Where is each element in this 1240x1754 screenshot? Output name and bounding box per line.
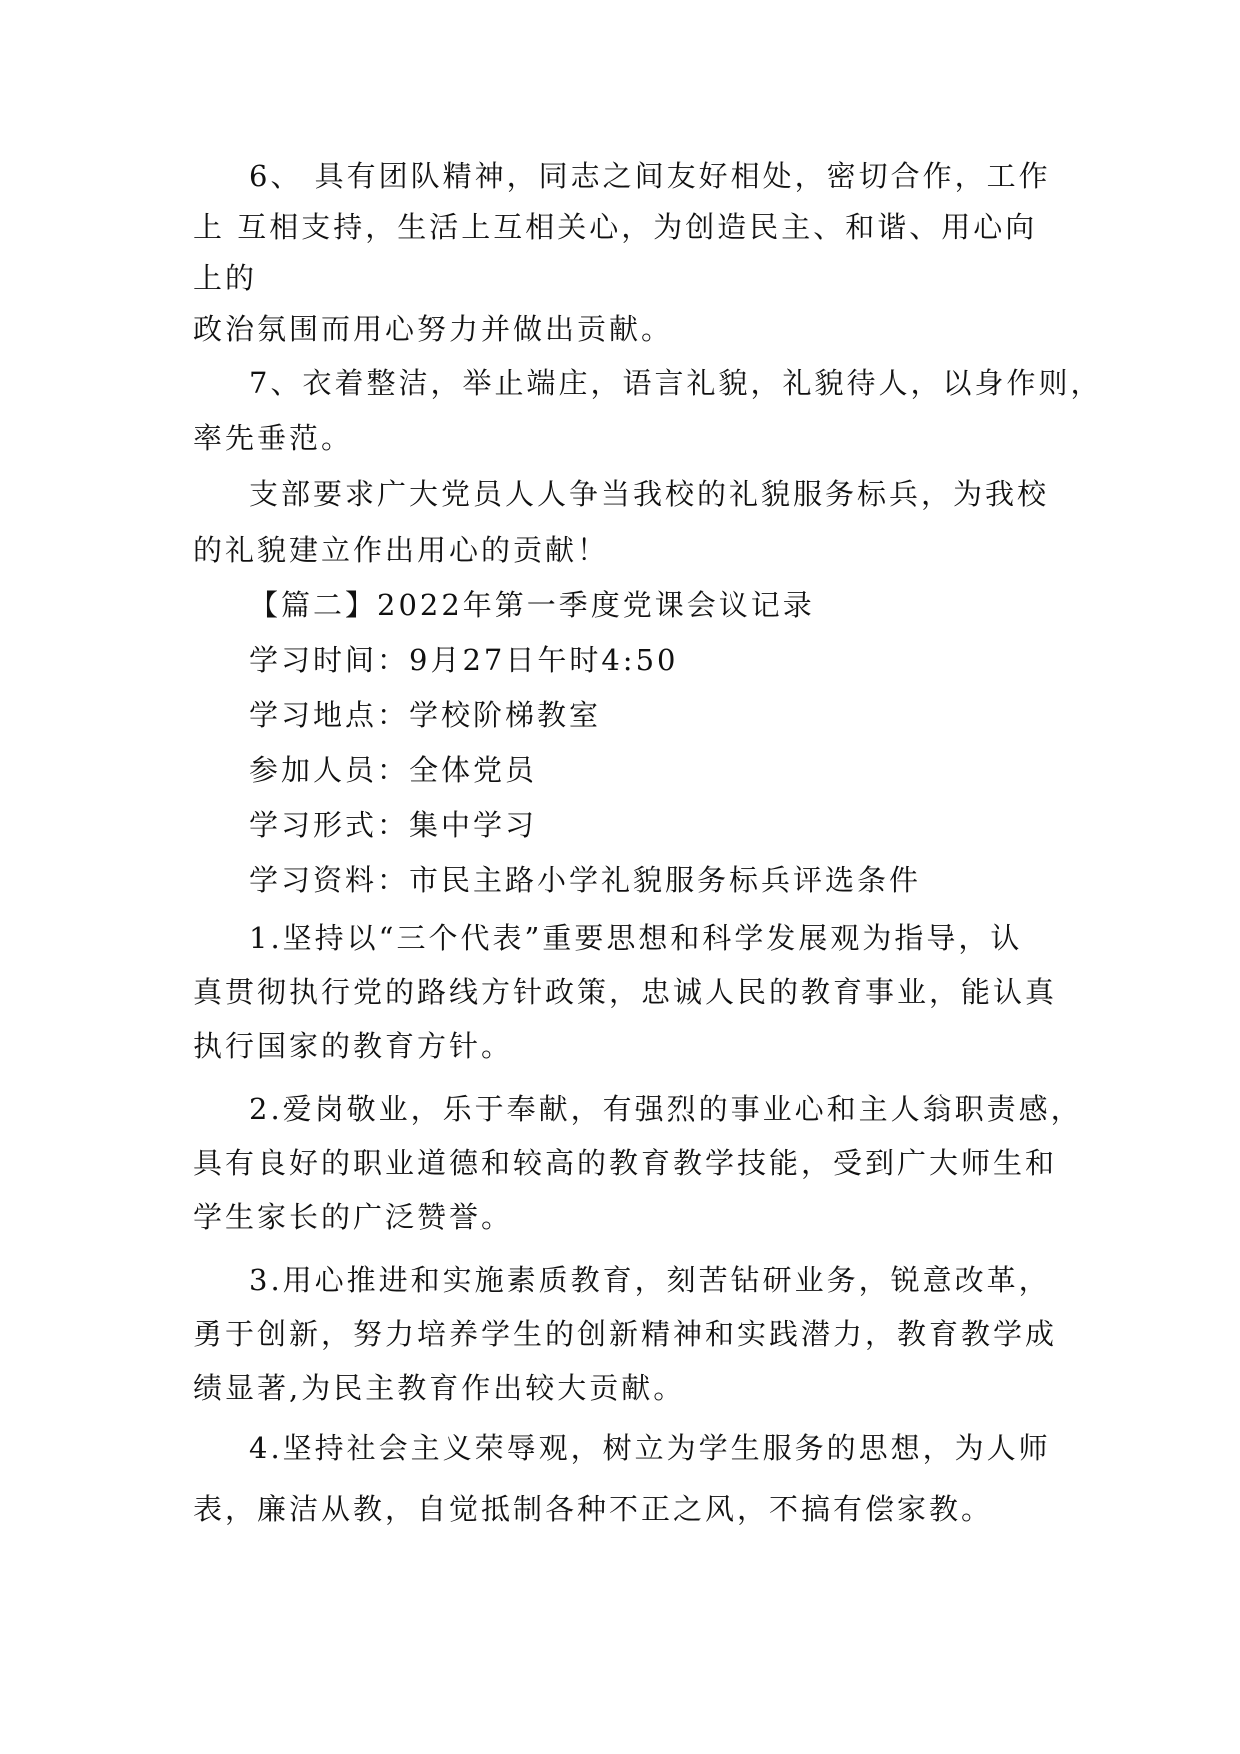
section-title: 【篇二】2022年第一季度党课会议记录 [249,588,815,622]
criterion-1-line1: 1.坚持以“三个代表”重要思想和科学发展观为指导，认 [249,921,1023,955]
closing-line2: 的礼貌建立作出用心的贡献！ [193,533,610,567]
criterion-4-line2: 表，廉洁从教，自觉抵制各种不正之风，不搞有偿家教。 [193,1492,994,1526]
meta-place: 学习地点：学校阶梯教室 [249,698,602,732]
closing-line1: 支部要求广大党员人人争当我校的礼貌服务标兵，为我校 [249,477,1050,511]
criterion-1-line2: 真贯彻执行党的路线方针政策，忠诚人民的教育事业，能认真 [193,975,1058,1009]
item6-line3: 上的 [193,261,258,295]
item7-line2: 率先垂范。 [193,421,354,455]
criterion-2-line2: 具有良好的职业道德和较高的教育教学技能，受到广大师生和 [193,1146,1058,1180]
meta-time: 学习时间：9月27日午时4:50 [249,643,679,677]
meta-attendees: 参加人员：全体党员 [249,753,538,787]
criterion-1-line3: 执行国家的教育方针。 [193,1029,514,1063]
item6-line2: 上 互相支持，生活上互相关心，为创造民主、和谐、用心向 [193,210,1038,244]
criterion-4-line1: 4.坚持社会主义荣辱观，树立为学生服务的思想，为人师 [249,1431,1051,1465]
criterion-3-line3: 绩显著,为民主教育作出较大贡献。 [193,1371,686,1405]
criterion-2-line3: 学生家长的广泛赞誉。 [193,1200,514,1234]
item6-line4: 政治氛围而用心努力并做出贡献。 [193,312,674,346]
criterion-3-line1: 3.用心推进和实施素质教育，刻苦钻研业务，锐意改革， [249,1263,1051,1297]
criterion-3-line2: 勇于创新，努力培养学生的创新精神和实践潜力，教育教学成 [193,1317,1058,1351]
meta-form: 学习形式：集中学习 [249,808,538,842]
meta-material: 学习资料：市民主路小学礼貌服务标兵评选条件 [249,863,922,897]
criterion-2-line1: 2.爱岗敬业，乐于奉献，有强烈的事业心和主人翁职责感， [249,1092,1083,1126]
item6-line1: 6、 具有团队精神，同志之间友好相处，密切合作，工作 [249,159,1051,193]
item7-line1: 7、衣着整洁，举止端庄，语言礼貌，礼貌待人，以身作则， [249,366,1103,400]
